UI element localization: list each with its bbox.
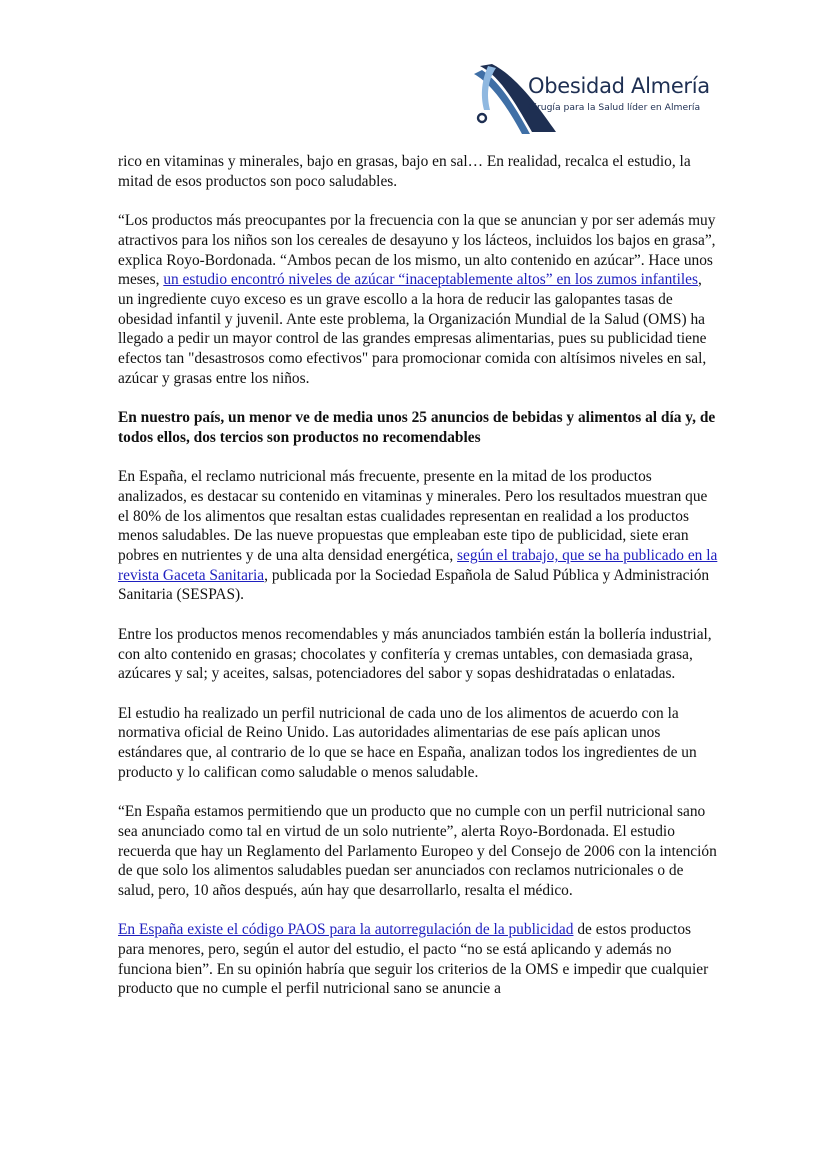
article-link[interactable]: según el trabajo, que se ha publicado en la revista Gaceta Sanitaria (118, 547, 718, 584)
logo-tagline: Cirugía para la Salud líder en Almería (528, 102, 701, 113)
paragraph-text: El estudio ha realizado un perfil nutricional de cada uno de los alimentos de acuerdo con la normativa oficial de Reino Unido. Las autoridades alimentarias de ese país aplican unos estándares que, al contrario de lo que se hace en España, analizan todos los ingredientes de un producto y lo califican como saludable o menos saludable. (118, 704, 697, 781)
paragraph-text: , publicada por la Sociedad Española de Salud Pública y Administración Sanitaria (SESPAS). (118, 566, 710, 604)
paragraph-text: , un ingrediente cuyo exceso es un grave escollo a la hora de reducir las galopantes tasas de obesidad infantil y juvenil. Ante este problema, la Organización Mundial de la Salud (OMS) ha llegado a pedir un mayor control de las grandes empresas alimentarias, pues su publicidad tiene efectos tan "desastrosos como efectivos" para promocionar comida con altísimos niveles en sal, azúcar y grasas entre los niños. (118, 271, 707, 387)
paragraph-text: En nuestro país, un menor ve de media unos 25 anuncios de bebidas y alimentos al día y, de todos ellos, dos tercios son productos no recomendables (118, 409, 716, 446)
paragraph (118, 152, 718, 191)
paragraph-text: de estos productos para menores, pero, según el autor del estudio, el pacto “no se está aplicando y además no funciona bien”. En su opinión habría que seguir los criterios de la OMS e impedir que cualquier producto que no cumple el perfil nutricional sano se anuncie a (118, 921, 709, 998)
obesidad-almeria-logo (470, 60, 710, 138)
paragraph-text: En España, el reclamo nutricional más frecuente, presente en la mitad de los productos analizados, es destacar su contenido en vitaminas y minerales. Pero los resultados muestran que el 80% de los alimentos que resaltan estas cualidades representan en realidad a los productos menos saludables. De las nueve propuestas que empleaban este tipo de publicidad, siete eran pobres en nutrientes y de una alta densidad energética, (118, 468, 708, 565)
article-link[interactable]: En España existe el código PAOS para la autorregulación de la publicidad (118, 921, 574, 939)
paragraph (118, 467, 718, 605)
logo-name: Obesidad Almería (528, 74, 710, 98)
paragraph (118, 625, 718, 684)
paragraph (118, 704, 718, 783)
article-link[interactable]: un estudio encontró niveles de azúcar “inaceptablemente altos” en los zumos infantiles (163, 271, 698, 289)
paragraph (118, 211, 718, 388)
section-heading (118, 408, 718, 447)
paragraph (118, 802, 718, 901)
paragraph (118, 920, 718, 999)
logo-mark-icon (470, 60, 570, 138)
paragraph-text: “En España estamos permitiendo que un producto que no cumple con un perfil nutricional sano sea anunciado como tal en virtud de un solo nutriente”, alerta Royo-Bordonada. El estudio recuerda que hay un Reglamento del Parlamento Europeo y del Consejo de 2006 con la intención de que solo los alimentos saludables puedan ser anunciados con reclamos nutricionales o de salud, pero, 10 años después, aún hay que desarrollarlo, resalta el médico. (118, 803, 717, 899)
paragraph-text: rico en vitaminas y minerales, bajo en grasas, bajo en sal… En realidad, recalca el estudio, la mitad de esos productos son poco saludables. (118, 153, 691, 190)
paragraph-text: “Los productos más preocupantes por la frecuencia con la que se anuncian y por ser además muy atractivos para los niños son los cereales de desayuno y los lácteos, incluidos los bajos en grasa”, explica Royo-Bordonada. “Ambos pecan de los mismo, un alto contenido en azúcar”. Hace unos meses, (118, 212, 716, 289)
article-body (118, 152, 718, 1019)
paragraph-text: Entre los productos menos recomendables y más anunciados también están la bollería industrial, con alto contenido en grasas; chocolates y confitería y cremas untables, con demasiada grasa, azúcares y sal; y aceites, salsas, potenciadores del sabor y sopas deshidratadas o enlatadas. (118, 625, 712, 683)
